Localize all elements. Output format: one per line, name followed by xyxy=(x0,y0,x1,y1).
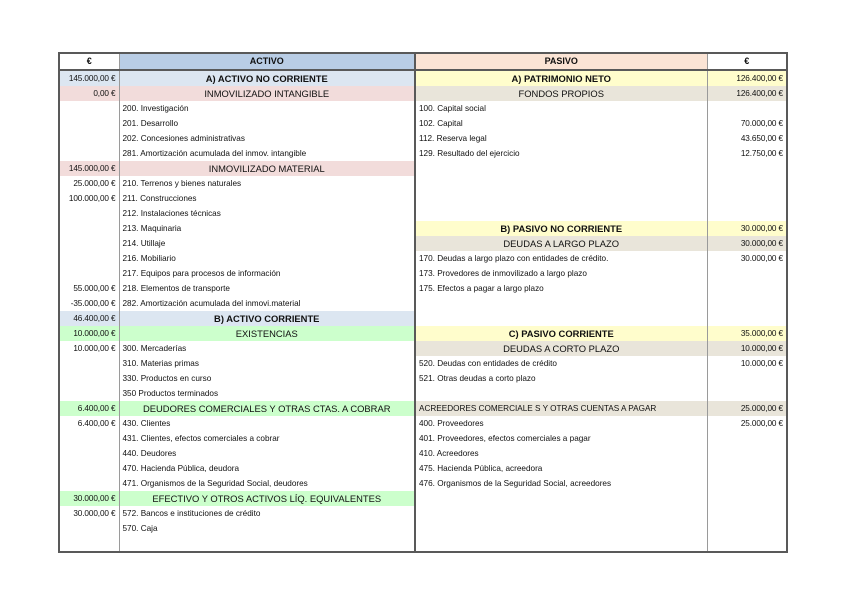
liability-value-cell: 70.000,00 € xyxy=(707,116,787,131)
asset-label-cell: EXISTENCIAS xyxy=(119,326,415,341)
asset-label-cell: 214. Utillaje xyxy=(119,236,415,251)
asset-value-cell: -35.000,00 € xyxy=(59,296,119,311)
asset-value-cell: 6.400,00 € xyxy=(59,416,119,431)
liability-value-cell: 126.400,00 € xyxy=(707,86,787,101)
header-row xyxy=(59,53,787,70)
asset-value-cell xyxy=(59,251,119,266)
liability-label-cell xyxy=(415,296,707,311)
asset-value-cell: 30.000,00 € xyxy=(59,491,119,506)
liability-label-cell: 475. Hacienda Pública, acreedora xyxy=(415,461,707,476)
table-row xyxy=(59,506,787,521)
asset-value-cell xyxy=(59,236,119,251)
liability-label-cell: B) PASIVO NO CORRIENTE xyxy=(415,221,707,236)
asset-label-cell: 430. Clientes xyxy=(119,416,415,431)
table-row xyxy=(59,341,787,356)
asset-value-cell xyxy=(59,131,119,146)
asset-value-cell xyxy=(59,146,119,161)
liability-label-cell: 173. Provedores de inmovilizado a largo plazo xyxy=(415,266,707,281)
asset-label-cell: 281. Amortización acumulada del inmov. intangible xyxy=(119,146,415,161)
asset-label-cell: 572. Bancos e instituciones de crédito xyxy=(119,506,415,521)
asset-label-cell: 330. Productos en curso xyxy=(119,371,415,386)
liability-label-cell: 400. Proveedores xyxy=(415,416,707,431)
asset-value-cell: 145.000,00 € xyxy=(59,70,119,86)
liability-value-cell xyxy=(707,446,787,461)
asset-value-cell xyxy=(59,371,119,386)
liability-label-cell xyxy=(415,161,707,176)
asset-value-cell xyxy=(59,461,119,476)
asset-label-cell: 210. Terrenos y bienes naturales xyxy=(119,176,415,191)
liability-label-cell: FONDOS PROPIOS xyxy=(415,86,707,101)
asset-value-cell xyxy=(59,221,119,236)
liability-label-cell xyxy=(415,506,707,521)
table-header xyxy=(59,53,787,70)
table-row xyxy=(59,191,787,206)
liability-label-cell xyxy=(415,386,707,401)
liability-value-cell xyxy=(707,476,787,491)
liability-label-cell xyxy=(415,521,707,536)
asset-value-cell: 100.000,00 € xyxy=(59,191,119,206)
liability-value-cell xyxy=(707,521,787,536)
liability-label-cell: 175. Efectos a pagar a largo plazo xyxy=(415,281,707,296)
liability-value-cell xyxy=(707,536,787,552)
asset-value-cell: 0,00 € xyxy=(59,86,119,101)
header-asset-currency: € xyxy=(59,53,119,70)
table-row xyxy=(59,146,787,161)
asset-label-cell: 471. Organismos de la Seguridad Social, deudores xyxy=(119,476,415,491)
table-row xyxy=(59,101,787,116)
table-row xyxy=(59,236,787,251)
asset-label-cell: 213. Maquinaria xyxy=(119,221,415,236)
asset-label-cell: A) ACTIVO NO CORRIENTE xyxy=(119,70,415,86)
liability-value-cell xyxy=(707,296,787,311)
asset-value-cell xyxy=(59,446,119,461)
asset-value-cell: 55.000,00 € xyxy=(59,281,119,296)
liability-label-cell xyxy=(415,536,707,552)
asset-label-cell: 300. Mercaderías xyxy=(119,341,415,356)
liability-label-cell: 410. Acreedores xyxy=(415,446,707,461)
asset-label-cell: 202. Concesiones administrativas xyxy=(119,131,415,146)
liability-label-cell: 102. Capital xyxy=(415,116,707,131)
liability-value-cell xyxy=(707,431,787,446)
asset-value-cell xyxy=(59,536,119,552)
liability-value-cell: 30.000,00 € xyxy=(707,221,787,236)
header-asset-title: ACTIVO xyxy=(119,53,415,70)
liability-label-cell: 129. Resultado del ejercicio xyxy=(415,146,707,161)
liability-value-cell: 30.000,00 € xyxy=(707,236,787,251)
asset-value-cell: 6.400,00 € xyxy=(59,401,119,416)
liability-label-cell xyxy=(415,491,707,506)
table-row xyxy=(59,446,787,461)
table-row xyxy=(59,371,787,386)
table-row xyxy=(59,401,787,416)
table-row xyxy=(59,86,787,101)
liability-value-cell xyxy=(707,311,787,326)
table-row xyxy=(59,131,787,146)
liability-value-cell xyxy=(707,281,787,296)
table-row xyxy=(59,521,787,536)
asset-label-cell: 350 Productos terminados xyxy=(119,386,415,401)
liability-label-cell: 401. Proveedores, efectos comerciales a pagar xyxy=(415,431,707,446)
asset-value-cell: 10.000,00 € xyxy=(59,326,119,341)
liability-label-cell: DEUDAS A LARGO PLAZO xyxy=(415,236,707,251)
asset-label-cell: 212. Instalaciones técnicas xyxy=(119,206,415,221)
table-row xyxy=(59,70,787,86)
asset-label-cell: 216. Mobiliario xyxy=(119,251,415,266)
asset-label-cell: INMOVILIZADO INTANGIBLE xyxy=(119,86,415,101)
liability-value-cell xyxy=(707,371,787,386)
asset-label-cell: 282. Amortización acumulada del inmovi.material xyxy=(119,296,415,311)
liability-label-cell: 112. Reserva legal xyxy=(415,131,707,146)
asset-value-cell: 10.000,00 € xyxy=(59,341,119,356)
table-row xyxy=(59,461,787,476)
asset-value-cell xyxy=(59,431,119,446)
table-row xyxy=(59,491,787,506)
asset-label-cell: 217. Equipos para procesos de información xyxy=(119,266,415,281)
asset-label-cell: 310. Materias primas xyxy=(119,356,415,371)
table-row xyxy=(59,176,787,191)
table-row xyxy=(59,386,787,401)
table-row xyxy=(59,476,787,491)
asset-value-cell: 145.000,00 € xyxy=(59,161,119,176)
asset-label-cell: 431. Clientes, efectos comerciales a cobrar xyxy=(119,431,415,446)
liability-label-cell: DEUDAS A CORTO PLAZO xyxy=(415,341,707,356)
asset-value-cell xyxy=(59,116,119,131)
asset-label-cell: 200. Investigación xyxy=(119,101,415,116)
balance-sheet-container xyxy=(58,52,786,553)
liability-value-cell: 43.650,00 € xyxy=(707,131,787,146)
asset-label-cell: 211. Construcciones xyxy=(119,191,415,206)
liability-value-cell: 25.000,00 € xyxy=(707,401,787,416)
asset-label-cell: 440. Deudores xyxy=(119,446,415,461)
liability-value-cell xyxy=(707,386,787,401)
liability-value-cell xyxy=(707,266,787,281)
liability-value-cell xyxy=(707,491,787,506)
asset-label-cell: 470. Hacienda Pública, deudora xyxy=(119,461,415,476)
liability-label-cell xyxy=(415,176,707,191)
asset-value-cell: 46.400,00 € xyxy=(59,311,119,326)
liability-value-cell xyxy=(707,191,787,206)
table-row xyxy=(59,536,787,552)
table-row xyxy=(59,416,787,431)
liability-value-cell: 12.750,00 € xyxy=(707,146,787,161)
asset-value-cell xyxy=(59,266,119,281)
liability-value-cell xyxy=(707,206,787,221)
liability-value-cell xyxy=(707,506,787,521)
table-row xyxy=(59,311,787,326)
table-row xyxy=(59,326,787,341)
liability-label-cell xyxy=(415,206,707,221)
asset-label-cell xyxy=(119,536,415,552)
liability-value-cell xyxy=(707,176,787,191)
table-row xyxy=(59,221,787,236)
liability-value-cell xyxy=(707,161,787,176)
asset-label-cell: INMOVILIZADO MATERIAL xyxy=(119,161,415,176)
header-liability-title: PASIVO xyxy=(415,53,707,70)
asset-value-cell xyxy=(59,476,119,491)
table-row xyxy=(59,206,787,221)
asset-label-cell: 218. Elementos de transporte xyxy=(119,281,415,296)
liability-value-cell: 10.000,00 € xyxy=(707,356,787,371)
table-row xyxy=(59,161,787,176)
liability-value-cell: 126.400,00 € xyxy=(707,70,787,86)
liability-label-cell xyxy=(415,311,707,326)
liability-label-cell: 520. Deudas con entidades de crédito xyxy=(415,356,707,371)
table-row xyxy=(59,431,787,446)
table-row xyxy=(59,266,787,281)
liability-value-cell: 10.000,00 € xyxy=(707,341,787,356)
table-row xyxy=(59,116,787,131)
liability-label-cell: 100. Capital social xyxy=(415,101,707,116)
liability-value-cell xyxy=(707,101,787,116)
table-row xyxy=(59,296,787,311)
liability-label-cell: C) PASIVO CORRIENTE xyxy=(415,326,707,341)
table-row xyxy=(59,356,787,371)
liability-value-cell: 35.000,00 € xyxy=(707,326,787,341)
asset-label-cell: EFECTIVO Y OTROS ACTIVOS LÍQ. EQUIVALENTES xyxy=(119,491,415,506)
table-row xyxy=(59,281,787,296)
header-liability-currency: € xyxy=(707,53,787,70)
liability-label-cell: 521. Otras deudas a corto plazo xyxy=(415,371,707,386)
asset-label-cell: 201. Desarrollo xyxy=(119,116,415,131)
asset-value-cell xyxy=(59,521,119,536)
liability-label-cell: 476. Organismos de la Seguridad Social, acreedores xyxy=(415,476,707,491)
liability-value-cell: 25.000,00 € xyxy=(707,416,787,431)
asset-value-cell xyxy=(59,101,119,116)
liability-label-cell: 170. Deudas a largo plazo con entidades de crédito. xyxy=(415,251,707,266)
asset-value-cell: 25.000,00 € xyxy=(59,176,119,191)
asset-value-cell: 30.000,00 € xyxy=(59,506,119,521)
asset-label-cell: DEUDORES COMERCIALES Y OTRAS CTAS. A COBRAR xyxy=(119,401,415,416)
table-row xyxy=(59,251,787,266)
liability-value-cell: 30.000,00 € xyxy=(707,251,787,266)
liability-label-cell: ACREEDORES COMERCIALE S Y OTRAS CUENTAS A PAGAR xyxy=(415,401,707,416)
asset-value-cell xyxy=(59,206,119,221)
liability-label-cell xyxy=(415,191,707,206)
asset-value-cell xyxy=(59,386,119,401)
asset-label-cell: B) ACTIVO CORRIENTE xyxy=(119,311,415,326)
table-body xyxy=(59,70,787,552)
liability-label-cell: A) PATRIMONIO NETO xyxy=(415,70,707,86)
balance-sheet-table xyxy=(58,52,788,553)
asset-value-cell xyxy=(59,356,119,371)
asset-label-cell: 570. Caja xyxy=(119,521,415,536)
liability-value-cell xyxy=(707,461,787,476)
